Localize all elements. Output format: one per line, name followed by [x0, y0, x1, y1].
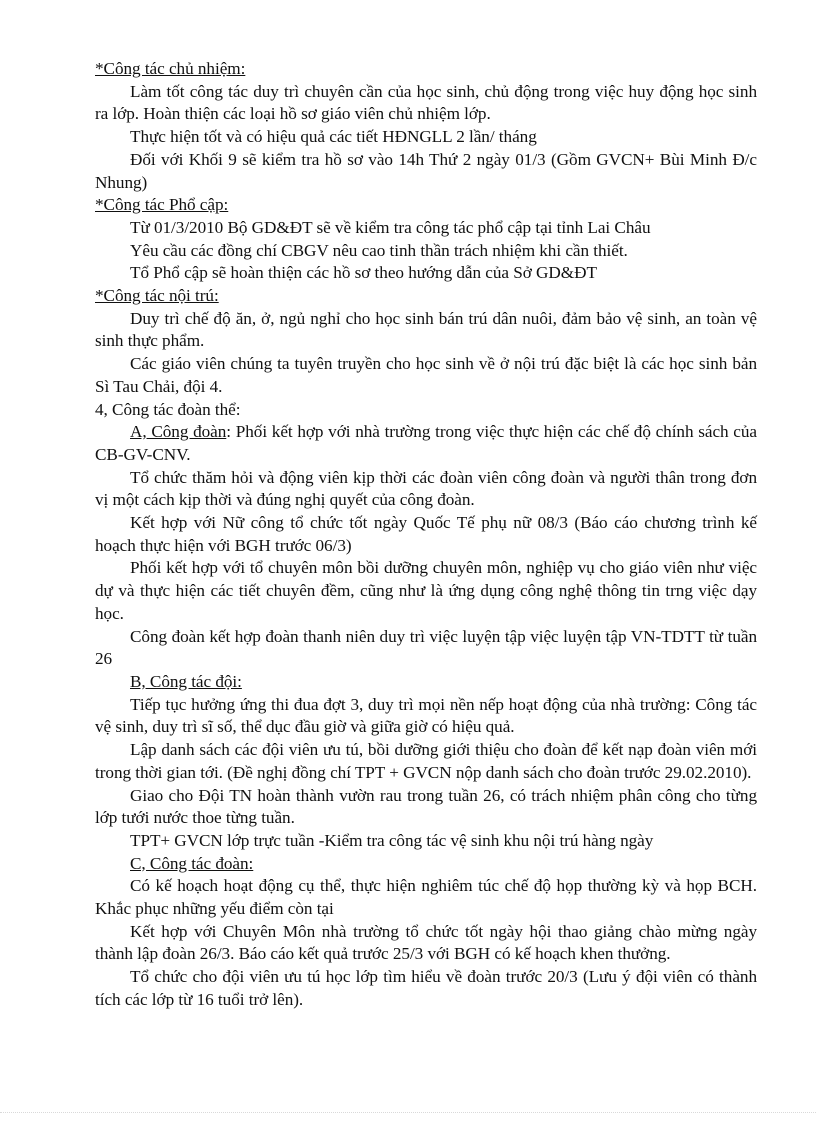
- subheading-cong-tac-doi: [95, 671, 757, 694]
- subheading-cong-doan: A, Công đoàn: [130, 422, 227, 442]
- heading-text: *Công tác chủ nhiệm:: [95, 59, 246, 78]
- heading-text: *Công tác Phổ cập:: [95, 195, 229, 215]
- paragraph: Tổ chức thăm hỏi và động viên kịp thời các đoàn viên công đoàn và người thân trong đơn vị một cách kịp thời và đúng nghị quyết của công đoàn.: [95, 467, 757, 510]
- subheading-text: B, Công tác đội:: [130, 671, 242, 691]
- paragraph: Thực hiện tốt và có hiệu quả các tiết HĐNGLL 2 lần/ tháng: [130, 127, 537, 147]
- paragraph: Phối kết hợp với tổ chuyên môn bồi dưỡng chuyên môn, nghiệp vụ cho giáo viên như việc dự và thực hiện các tiết chuyên đềm, cũng như là ứng dụng công nghệ thông tin trng việc dạy học.: [95, 558, 757, 623]
- paragraph: Công đoàn kết hợp đoàn thanh niên duy trì việc luyện tập việc luyện tập VN-TDTT từ tuần 26: [95, 626, 757, 669]
- paragraph: Yêu cầu các đồng chí CBGV nêu cao tinh thần trách nhiệm khi cần thiết.: [130, 240, 628, 260]
- paragraph: Kết hợp với Nữ công tổ chức tốt ngày Quốc Tế phụ nữ 08/3 (Báo cáo chương trình kế hoạch thực hiện với BGH trước 06/3): [95, 513, 757, 555]
- heading-text: *Công tác nội trú:: [95, 286, 219, 306]
- section-heading-noi-tru: [95, 285, 757, 308]
- paragraph: Kết hợp với Chuyên Môn nhà trường tổ chức tốt ngày hội thao giảng chào mừng ngày thành lập đoàn 26/3. Báo cáo kết quả trước 25/3 với BGH có kế hoạch khen thưởng.: [95, 921, 757, 964]
- section-heading-chu-nhiem: [95, 58, 757, 81]
- paragraph: Duy trì chế độ ăn, ở, ngủ nghỉ cho học sinh bán trú dân nuôi, đảm bảo vệ sinh, an toàn vệ sinh thực phẩm.: [95, 308, 757, 351]
- section-heading-doan-the: 4, Công tác đoàn thể:: [95, 399, 241, 419]
- document-page: [95, 58, 757, 1012]
- paragraph: Có kế hoạch hoạt động cụ thể, thực hiện nghiêm túc chế độ họp thường kỳ và họp BCH. Khắc phục những yếu điểm còn tại: [95, 876, 757, 919]
- paragraph: Lập danh sách các đội viên ưu tú, bồi dưỡng giới thiệu cho đoàn để kết nạp đoàn viên mới trong thời gian tới. (Đề nghị đồng chí TPT + GVCN nộp danh sách cho đoàn trước 29.02.2010).: [95, 740, 757, 782]
- paragraph: Đối với Khối 9 sẽ kiểm tra hồ sơ vào 14h Thứ 2 ngày 01/3 (Gồm GVCN+ Bùi Minh Đ/c Nhung): [95, 149, 757, 192]
- cong-doan-intro-text: : Phối kết hợp với nhà trường trong việc thực hiện các chế độ chính sách của CB-GV-CNV.: [95, 422, 757, 464]
- paragraph: Các giáo viên chúng ta tuyên truyền cho học sinh về ở nội trú đặc biệt là các học sinh bản Sì Tau Chải, đội 4.: [95, 354, 757, 396]
- section-heading-pho-cap: [95, 194, 757, 217]
- page-bottom-border: [0, 1112, 816, 1113]
- paragraph: Giao cho Đội TN hoàn thành vườn rau trong tuần 26, có trách nhiệm phân công cho từng lớp tưới nước thoe từng tuần.: [95, 785, 757, 828]
- paragraph: Làm tốt công tác duy trì chuyên cần của học sinh, chủ động trong việc huy động học sinh ra lớp. Hoàn thiện các loại hồ sơ giáo viên chủ nhiệm lớp.: [95, 81, 757, 124]
- cong-doan-intro: [95, 421, 757, 466]
- paragraph: Tổ chức cho đội viên ưu tú học lớp tìm hiểu về đoàn trước 20/3 (Lưu ý đội viên có thành tích các lớp từ 16 tuổi trở lên).: [95, 967, 757, 1009]
- subheading-text: C, Công tác đoàn:: [130, 853, 254, 873]
- subheading-cong-tac-doan: [95, 853, 757, 876]
- paragraph: Tổ Phổ cập sẽ hoàn thiện các hồ sơ theo hướng dẫn của Sở GD&ĐT: [130, 263, 597, 283]
- paragraph: Từ 01/3/2010 Bộ GD&ĐT sẽ về kiểm tra công tác phổ cập tại tỉnh Lai Châu: [130, 217, 651, 237]
- paragraph: TPT+ GVCN lớp trực tuần -Kiểm tra công tác vệ sinh khu nội trú hàng ngày: [130, 830, 654, 850]
- paragraph: Tiếp tục hưởng ứng thi đua đợt 3, duy trì mọi nền nếp hoạt động của nhà trường: Công tác vệ sinh, duy trì sĩ số, thể dục đầu giờ và giữa giờ có hiệu quả.: [95, 694, 757, 737]
